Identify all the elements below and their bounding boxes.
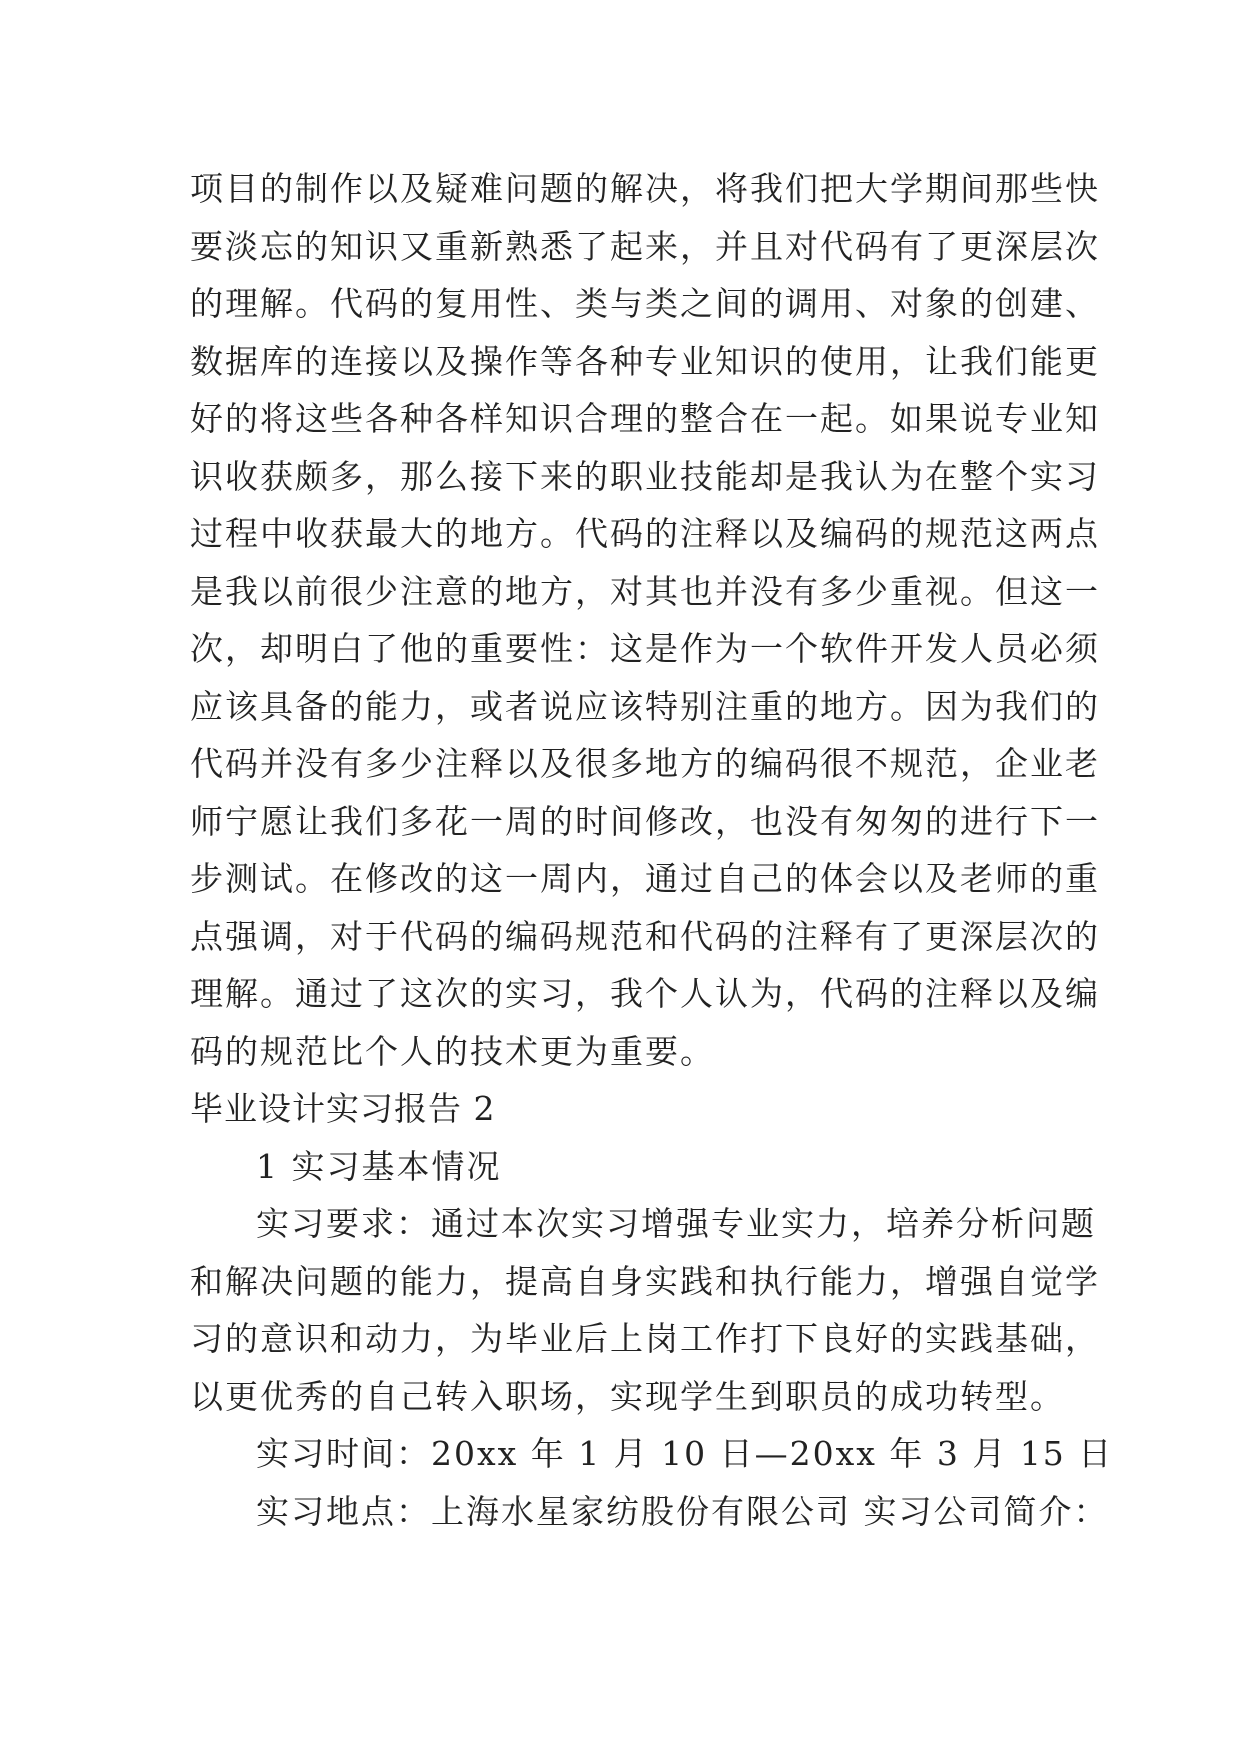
paragraph-line: 识收获颇多，那么接下来的职业技能却是我认为在整个实习 bbox=[190, 456, 1100, 496]
report-title: 毕业设计实习报告 2 bbox=[190, 1089, 496, 1128]
requirements-line: 习的意识和动力，为毕业后上岗工作打下良好的实践基础， bbox=[190, 1319, 1100, 1358]
paragraph-line: 次，却明白了他的重要性：这是作为一个软件开发人员必须 bbox=[190, 629, 1100, 668]
paragraph-line: 是我以前很少注意的地方，对其也并没有多少重视。但这一 bbox=[190, 571, 1100, 611]
paragraph-line: 数据库的连接以及操作等各种专业知识的使用，让我们能更 bbox=[190, 341, 1100, 381]
internship-location: 实习地点：上海水星家纺股份有限公司 实习公司简介： bbox=[256, 1491, 1109, 1531]
paragraph-line: 的理解。代码的复用性、类与类之间的调用、对象的创建、 bbox=[190, 284, 1100, 323]
paragraph-line: 点强调，对于代码的编码规范和代码的注释有了更深层次的 bbox=[190, 916, 1100, 956]
paragraph-line: 理解。通过了这次的实习，我个人认为，代码的注释以及编 bbox=[190, 974, 1100, 1013]
paragraph-line: 过程中收获最大的地方。代码的注释以及编码的规范这两点 bbox=[190, 514, 1100, 553]
section-heading: 1 实习基本情况 bbox=[256, 1146, 502, 1186]
paragraph-line: 好的将这些各种各样知识合理的整合在一起。如果说专业知 bbox=[190, 399, 1100, 438]
paragraph-line: 步测试。在修改的这一周内，通过自己的体会以及老师的重 bbox=[190, 859, 1100, 898]
document-body bbox=[190, 160, 1114, 1540]
paragraph-line: 码的规范比个人的技术更为重要。 bbox=[190, 1031, 715, 1071]
paragraph-line: 要淡忘的知识又重新熟悉了起来，并且对代码有了更深层次 bbox=[190, 226, 1100, 266]
requirements-line: 以更优秀的自己转入职场，实现学生到职员的成功转型。 bbox=[190, 1376, 1065, 1416]
paragraph-line: 项目的制作以及疑难问题的解决，将我们把大学期间那些快 bbox=[190, 169, 1100, 208]
paragraph-line: 代码并没有多少注释以及很多地方的编码很不规范，企业老 bbox=[190, 744, 1100, 783]
internship-time: 实习时间：20xx 年 1 月 10 日—20xx 年 3 月 15 日 bbox=[256, 1434, 1114, 1473]
paragraph-line: 应该具备的能力，或者说应该特别注重的地方。因为我们的 bbox=[190, 686, 1100, 726]
paragraph-line: 师宁愿让我们多花一周的时间修改，也没有匆匆的进行下一 bbox=[190, 801, 1100, 841]
requirements-line: 实习要求：通过本次实习增强专业实力，培养分析问题 bbox=[256, 1204, 1096, 1243]
requirements-line: 和解决问题的能力，提高自身实践和执行能力，增强自觉学 bbox=[190, 1261, 1100, 1301]
